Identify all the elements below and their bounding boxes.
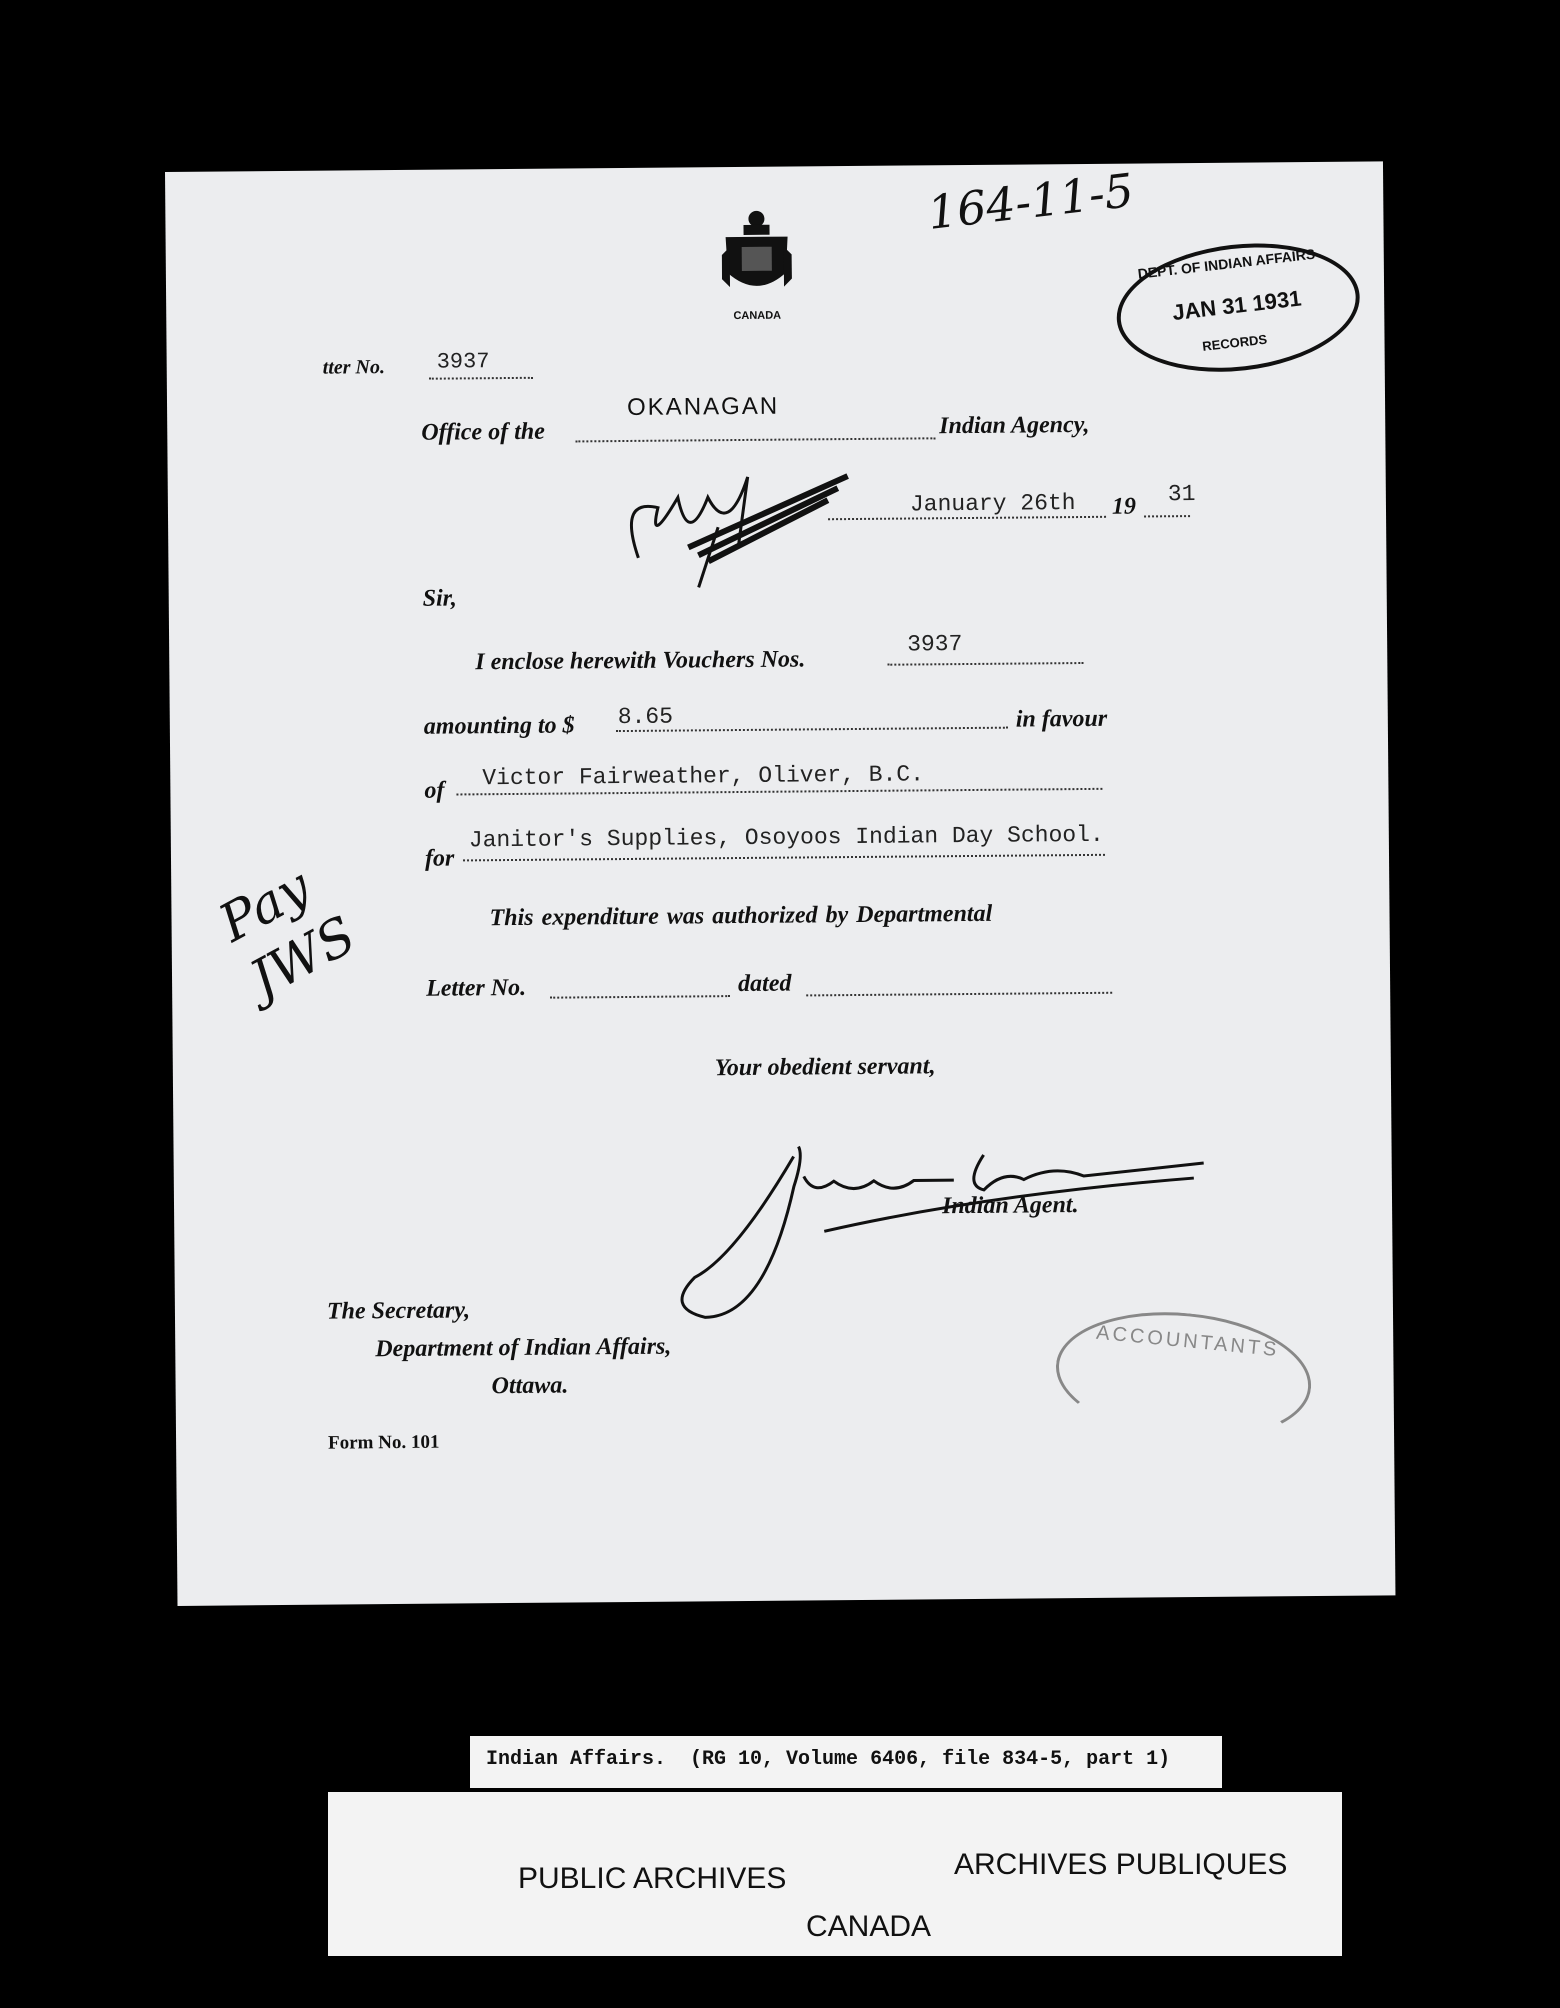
received-stamp (1110, 231, 1367, 384)
salutation: Sir, (422, 585, 457, 612)
vouchers-value: 3937 (907, 631, 963, 658)
archive-right-text: ARCHIVES PUBLIQUES (954, 1848, 1288, 1881)
purpose-value: Janitor's Supplies, Osoyoos Indian Day School. (468, 821, 1104, 854)
margin-note: Pay JWS (209, 857, 366, 1011)
payee-value: Victor Fairweather, Oliver, B.C. (482, 761, 925, 792)
closing: Your obedient servant, (714, 1053, 936, 1082)
canada-crest-icon (721, 207, 792, 323)
archive-left-text: PUBLIC ARCHIVES (518, 1862, 787, 1895)
office-label: Office of the (421, 418, 545, 446)
agency-name: OKANAGAN (626, 392, 780, 421)
favour-label: in favour (1015, 705, 1108, 733)
crest-label: CANADA (733, 309, 782, 323)
archive-reference-strip (470, 1736, 1222, 1788)
agency-label: Indian Agency, (939, 411, 1090, 440)
enclose-label: I enclose herewith Vouchers Nos. (475, 646, 806, 676)
amount-line (616, 727, 1008, 732)
letter-no-label: tter No. (322, 356, 386, 379)
amount-value: 8.65 (617, 703, 674, 731)
archive-label (328, 1792, 1342, 1956)
dated-label: dated (737, 970, 792, 998)
purpose-line (463, 854, 1105, 862)
signature-image (653, 1123, 1215, 1328)
archive-reference-text: Indian Affairs. (RG 10, Volume 6406, file 834-5, part 1) (486, 1748, 1171, 1771)
handwritten-file-number: 164-11-5 (924, 162, 1137, 240)
handwritten-scribble (597, 436, 878, 598)
stamp-dept-text: DEPT. OF INDIAN AFFAIRS (1136, 245, 1316, 282)
letter-no-value: 3937 (436, 349, 490, 375)
year-prefix: 19 (1111, 493, 1137, 520)
form-number: Form No. 101 (328, 1431, 440, 1454)
stamp-records-text: RECORDS (1201, 331, 1268, 354)
of-label: of (424, 777, 445, 804)
year-suffix: 31 (1167, 481, 1196, 508)
vouchers-line (887, 662, 1083, 666)
ink-blot (335, 280, 369, 314)
amount-label: amounting to $ (423, 712, 575, 740)
accountants-stamp-text: ACCOUNTANTS (1095, 1321, 1281, 1362)
signer-title: Indian Agent. (941, 1192, 1079, 1220)
letter-no-line (429, 377, 533, 380)
addressee-line2: Department of Indian Affairs, (375, 1333, 672, 1363)
letter-page (165, 161, 1395, 1606)
addressee-line1: The Secretary, (326, 1297, 471, 1325)
dated-line (806, 992, 1112, 997)
for-label: for (424, 845, 455, 872)
date-value: January 26th (909, 490, 1076, 518)
letter-label: Letter No. (426, 974, 527, 1002)
archive-bottom-text: CANADA (806, 1910, 932, 1943)
year-line (1144, 515, 1190, 517)
authorized-text: This expenditure was authorized by Departmental (489, 900, 993, 932)
stamp-date-text: JAN 31 1931 (1170, 285, 1303, 326)
letter-line (550, 995, 730, 999)
addressee-line3: Ottawa. (491, 1372, 569, 1400)
